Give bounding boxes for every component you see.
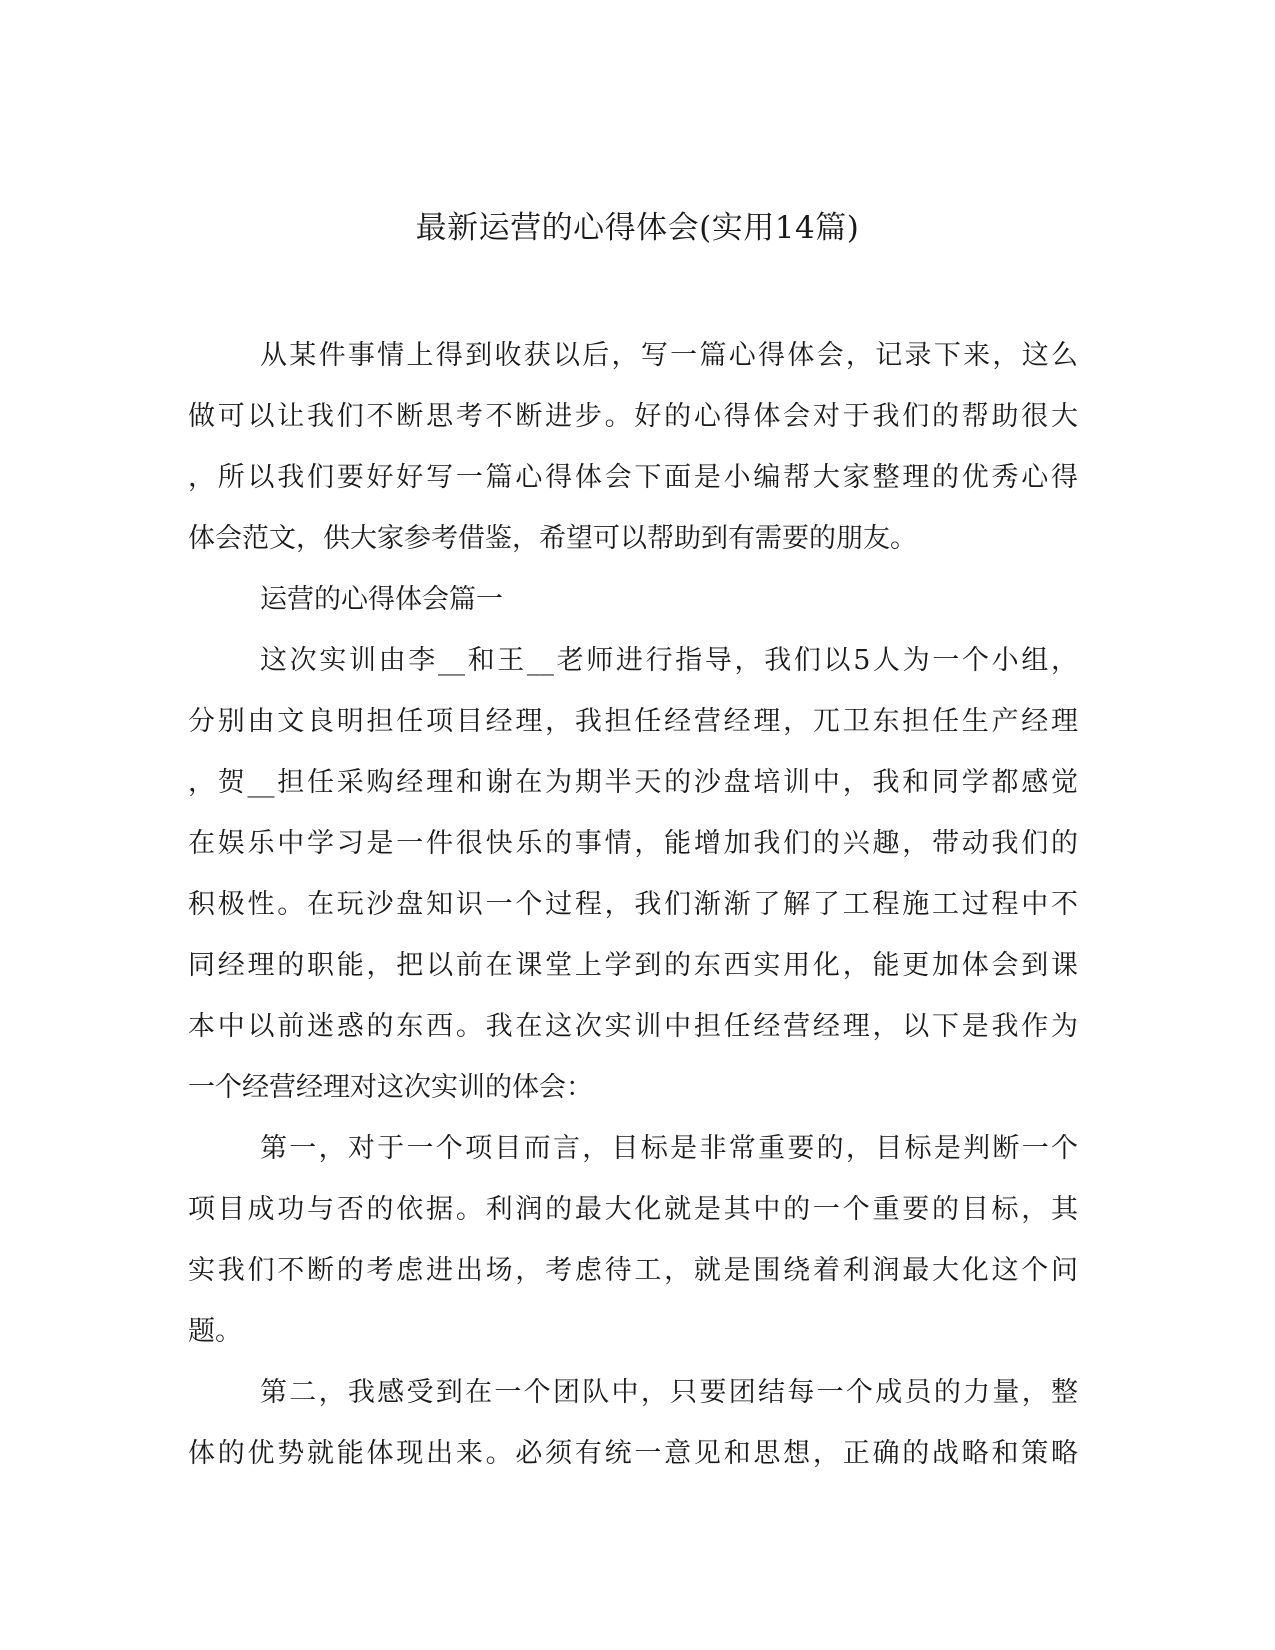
document-body (188, 325, 1078, 1484)
section-heading-text: 运营的心得体会篇一 (260, 584, 503, 615)
paragraph-training (188, 630, 1078, 1118)
text-line: 这次实训由李__和王__老师进行指导，我们以5人为一个小组， (260, 645, 1078, 676)
paragraph-first-point (188, 1118, 1078, 1362)
text-line: 在娱乐中学习是一件很快乐的事情，能增加我们的兴趣，带动我们的 (188, 828, 1078, 859)
section-heading (188, 569, 1078, 630)
text-line: 积极性。在玩沙盘知识一个过程，我们渐渐了解了工程施工过程中不 (188, 889, 1078, 920)
paragraph-intro (188, 325, 1078, 569)
text-line: 实我们不断的考虑进出场，考虑待工，就是围绕着利润最大化这个问 (188, 1255, 1078, 1286)
document-title: 最新运营的心得体会(实用14篇) (415, 210, 860, 246)
text-line: 第一，对于一个项目而言，目标是非常重要的，目标是判断一个 (260, 1133, 1078, 1164)
text-line: 从某件事情上得到收获以后，写一篇心得体会，记录下来，这么 (260, 340, 1078, 371)
text-line: 同经理的职能，把以前在课堂上学到的东西实用化，能更加体会到课 (188, 950, 1078, 981)
text-line: 分别由文良明担任项目经理，我担任经营经理，兀卫东担任生产经理 (188, 706, 1078, 737)
text-line: 题。 (188, 1316, 242, 1347)
paragraph-second-point (188, 1362, 1078, 1484)
text-line: ，所以我们要好好写一篇心得体会下面是小编帮大家整理的优秀心得 (188, 462, 1078, 493)
text-line: 项目成功与否的依据。利润的最大化就是其中的一个重要的目标，其 (188, 1194, 1078, 1225)
text-line: 做可以让我们不断思考不断进步。好的心得体会对于我们的帮助很大 (188, 401, 1078, 432)
text-line: 第二，我感受到在一个团队中，只要团结每一个成员的力量，整 (260, 1377, 1078, 1408)
text-line: 体会范文，供大家参考借鉴，希望可以帮助到有需要的朋友。 (188, 523, 917, 554)
text-line: 一个经营经理对这次实训的体会： (188, 1072, 593, 1103)
text-line: 本中以前迷惑的东西。我在这次实训中担任经营经理，以下是我作为 (188, 1011, 1078, 1042)
text-line: ，贺__担任采购经理和谢在为期半天的沙盘培训中，我和同学都感觉 (188, 767, 1078, 798)
text-line: 体的优势就能体现出来。必须有统一意见和思想，正确的战略和策略 (188, 1438, 1078, 1469)
